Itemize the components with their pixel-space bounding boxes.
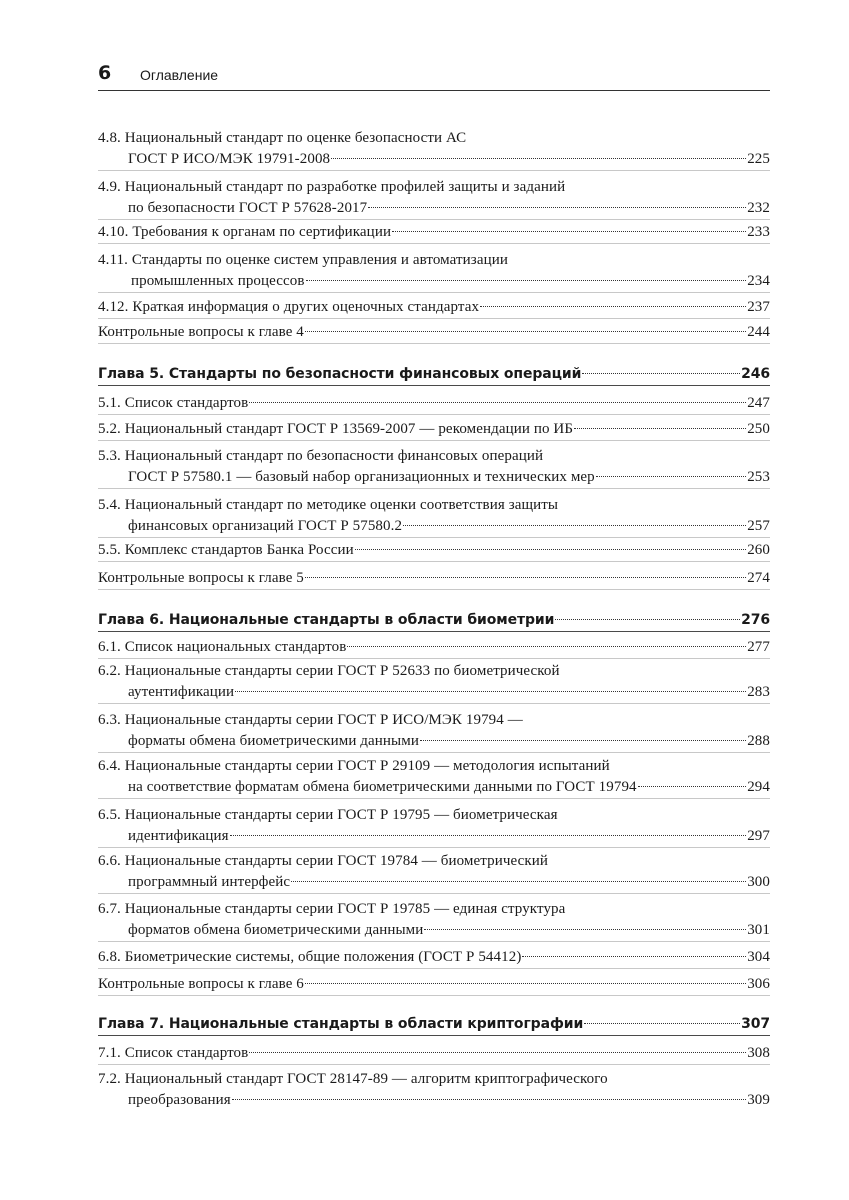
toc-entry-line [98, 710, 770, 731]
toc-entry-number: 7.2. [98, 1071, 121, 1087]
toc-entry-title: программный интерфейс [128, 874, 291, 890]
dot-leader [232, 1099, 746, 1100]
dot-leader [403, 525, 746, 526]
toc-page-number: 250 [747, 421, 770, 437]
toc-entry-title: Краткая информация о других оценочных стандартах [132, 299, 480, 315]
toc-entry[interactable] [98, 851, 770, 894]
dot-leader [305, 331, 746, 332]
toc-entry[interactable] [98, 250, 770, 293]
toc-entry-line [98, 177, 770, 198]
toc-entry-number: 4.11. [98, 252, 128, 268]
toc-entry-number: 6.6. [98, 853, 121, 869]
toc-entry[interactable] [98, 322, 770, 344]
toc-chapter-entry[interactable] [98, 364, 770, 386]
toc-page-number: 308 [747, 1045, 770, 1061]
toc-entry[interactable] [98, 297, 770, 319]
toc-page-number: 246 [741, 366, 770, 382]
toc-entry-number: 5.4. [98, 497, 121, 513]
toc-entry-title: ГОСТ Р 57580.1 — базовый набор организационных и технических мер [128, 469, 595, 485]
toc-entry-title: Глава 7. Национальные стандарты в области криптографии [98, 1016, 584, 1032]
toc-entry[interactable] [98, 1069, 770, 1111]
toc-entry-title: ГОСТ Р ИСО/МЭК 19791-2008 [128, 151, 331, 167]
dot-leader [249, 402, 746, 403]
dot-leader [305, 577, 746, 578]
toc-entry-line [98, 128, 770, 149]
dot-leader [331, 158, 746, 159]
toc-entry-number: 4.9. [98, 179, 121, 195]
toc-page-number: 297 [747, 828, 770, 844]
toc-entry-title: Национальные стандарты серии ГОСТ Р 19795 — биометрическая [124, 807, 558, 823]
toc-entry-line [98, 271, 770, 292]
toc-entry-number: 4.12. [98, 299, 129, 315]
dot-leader [230, 835, 747, 836]
toc-entry-title: Национальные стандарты серии ГОСТ Р 29109 — методология испытаний [124, 758, 610, 774]
toc-entry[interactable] [98, 568, 770, 590]
toc-entry-title: финансовых организаций ГОСТ Р 57580.2 [128, 518, 403, 534]
toc-entry-title: промышленных процессов [131, 273, 305, 289]
toc-entry-number: 6.1. [98, 639, 121, 655]
toc-page-number: 244 [747, 324, 770, 340]
toc-entry-line [98, 1090, 770, 1111]
page-number: 6 [98, 62, 112, 84]
dot-leader [355, 549, 746, 550]
toc-page-number: 232 [747, 200, 770, 216]
toc-entry-line [98, 250, 770, 271]
toc-entry-title: Контрольные вопросы к главе 6 [98, 976, 304, 992]
toc-page-number: 283 [747, 684, 770, 700]
toc-entry[interactable] [98, 177, 770, 220]
toc-entry-number: 4.8. [98, 130, 121, 146]
toc-entry[interactable] [98, 1043, 770, 1065]
toc-entry-line [98, 899, 770, 920]
toc-page-number: 288 [747, 733, 770, 749]
dot-leader [424, 929, 746, 930]
toc-entry-title: Контрольные вопросы к главе 5 [98, 570, 304, 586]
toc-entry-line [98, 974, 770, 995]
toc-entry-line [98, 222, 770, 243]
toc-page-number: 260 [747, 542, 770, 558]
toc-entry[interactable] [98, 446, 770, 489]
dot-leader [596, 476, 746, 477]
dot-leader [305, 983, 746, 984]
toc-entry-line [98, 568, 770, 589]
toc-page-number: 294 [747, 779, 770, 795]
toc-entry-number: 5.1. [98, 395, 121, 411]
toc-entry[interactable] [98, 805, 770, 848]
toc-entry[interactable] [98, 756, 770, 799]
toc-chapter-entry[interactable] [98, 1014, 770, 1036]
toc-entry-line [98, 1043, 770, 1064]
toc-entry[interactable] [98, 540, 770, 562]
toc-entry-line [98, 446, 770, 467]
toc-entry-line [98, 1069, 770, 1090]
toc-page-number: 277 [747, 639, 770, 655]
toc-entry-title: Список стандартов [124, 1045, 249, 1061]
toc-entry[interactable] [98, 419, 770, 441]
toc-entry-line [98, 516, 770, 537]
toc-entry-title: Контрольные вопросы к главе 4 [98, 324, 304, 340]
toc-entry-number: 6.5. [98, 807, 121, 823]
toc-entry-line [98, 540, 770, 561]
toc-entry-number: 5.5. [98, 542, 121, 558]
dot-leader [347, 646, 746, 647]
dot-leader [638, 786, 747, 787]
dot-leader [522, 956, 746, 957]
toc-entry[interactable] [98, 222, 770, 244]
toc-entry[interactable] [98, 128, 770, 171]
toc-entry-title: Биометрические системы, общие положения (ГОСТ Р 54412) [124, 949, 522, 965]
toc-page-number: 257 [747, 518, 770, 534]
toc-entry[interactable] [98, 710, 770, 753]
toc-entry-number: 6.3. [98, 712, 121, 728]
toc-entry-line [98, 872, 770, 893]
toc-entry-number: 6.7. [98, 901, 121, 917]
toc-entry-line [98, 947, 770, 968]
toc-entry-line [98, 467, 770, 488]
toc-page-number: 274 [747, 570, 770, 586]
toc-entry-title: Национальный стандарт ГОСТ 28147-89 — алгоритм криптографического [124, 1071, 608, 1087]
toc-entry-title: по безопасности ГОСТ Р 57628-2017 [128, 200, 368, 216]
toc-entry-title: идентификация [128, 828, 229, 844]
toc-entry-line [98, 198, 770, 219]
toc-entry-line [98, 1014, 770, 1035]
section-title: Оглавление [140, 67, 219, 83]
toc-entry-line [98, 805, 770, 826]
toc-entry-line [98, 661, 770, 682]
toc-entry-line [98, 495, 770, 516]
toc-page-number: 307 [741, 1016, 770, 1032]
toc-chapter-entry[interactable] [98, 610, 770, 632]
toc-entry[interactable] [98, 637, 770, 659]
toc-page-number: 225 [747, 151, 770, 167]
toc-entry-line [98, 364, 770, 385]
dot-leader [368, 207, 746, 208]
toc-entry-title: преобразования [128, 1092, 231, 1108]
toc-entry-title: Национальный стандарт по безопасности финансовых операций [124, 448, 544, 464]
toc-entry[interactable] [98, 661, 770, 704]
dot-leader [306, 280, 747, 281]
toc-page-number: 233 [747, 224, 770, 240]
toc-entry-line [98, 419, 770, 440]
toc-page-number: 247 [747, 395, 770, 411]
toc-entry[interactable] [98, 495, 770, 538]
toc-entry-number: 4.10. [98, 224, 129, 240]
toc-entry-line [98, 777, 770, 798]
toc-entry-line [98, 756, 770, 777]
toc-entry-title: Национальный стандарт по разработке профилей защиты и заданий [124, 179, 566, 195]
dot-leader [584, 1023, 740, 1024]
toc-page-number: 301 [747, 922, 770, 938]
dot-leader [574, 428, 746, 429]
toc-entry-title: Национальный стандарт по оценке безопасности АС [124, 130, 467, 146]
toc-entry-line [98, 322, 770, 343]
toc-entry-line [98, 610, 770, 631]
toc-entry-line [98, 393, 770, 414]
toc-entry-title: форматов обмена биометрическими данными [128, 922, 424, 938]
toc-entry-line [98, 731, 770, 752]
toc-entry-title: Комплекс стандартов Банка России [124, 542, 354, 558]
toc-entry-title: аутентификации [128, 684, 235, 700]
dot-leader [555, 619, 740, 620]
toc-entry-title: Глава 6. Национальные стандарты в области биометрии [98, 612, 555, 628]
toc-entry-line [98, 297, 770, 318]
dot-leader [582, 373, 740, 374]
toc-entry[interactable] [98, 393, 770, 415]
toc-entry-number: 7.1. [98, 1045, 121, 1061]
toc-page-number: 253 [747, 469, 770, 485]
toc-page-number: 234 [747, 273, 770, 289]
toc-page-number: 300 [747, 874, 770, 890]
toc-entry-line [98, 851, 770, 872]
dot-leader [249, 1052, 746, 1053]
toc-entry-number: 5.2. [98, 421, 121, 437]
toc-entry-number: 5.3. [98, 448, 121, 464]
toc-entry-line [98, 682, 770, 703]
toc-entry-title: Национальные стандарты серии ГОСТ Р 19785 — единая структура [124, 901, 566, 917]
dot-leader [235, 691, 746, 692]
toc-entry-title: Национальный стандарт ГОСТ Р 13569-2007 — рекомендации по ИБ [124, 421, 574, 437]
toc-entry-title: Национальные стандарты серии ГОСТ Р ИСО/МЭК 19794 — [124, 712, 523, 728]
toc-entry-title: Национальные стандарты серии ГОСТ Р 52633 по биометрической [124, 663, 560, 679]
toc-entry-line [98, 920, 770, 941]
dot-leader [291, 881, 746, 882]
toc-entry-number: 6.4. [98, 758, 121, 774]
toc-entry-line [98, 826, 770, 847]
toc-page-number: 309 [747, 1092, 770, 1108]
dot-leader [480, 306, 746, 307]
toc-entry[interactable] [98, 974, 770, 996]
toc-entry-title: Стандарты по оценке систем управления и автоматизации [131, 252, 508, 268]
toc-page-number: 304 [747, 949, 770, 965]
toc-entry-title: форматы обмена биометрическими данными [128, 733, 419, 749]
toc-entry-title: Список национальных стандартов [124, 639, 347, 655]
toc-entry-title: Национальные стандарты серии ГОСТ 19784 — биометрический [124, 853, 549, 869]
toc-entry-title: на соответствие форматам обмена биометрическими данными по ГОСТ 19794 [128, 779, 637, 795]
toc-page-number: 237 [747, 299, 770, 315]
toc-entry-line [98, 149, 770, 170]
toc-entry[interactable] [98, 947, 770, 969]
toc-page-number: 306 [747, 976, 770, 992]
dot-leader [392, 231, 746, 232]
toc-entry-title: Требования к органам по сертификации [132, 224, 392, 240]
toc-entry-title: Глава 5. Стандарты по безопасности финансовых операций [98, 366, 582, 382]
toc-entry-title: Список стандартов [124, 395, 249, 411]
toc-entry[interactable] [98, 899, 770, 942]
dot-leader [420, 740, 746, 741]
toc-entry-number: 6.8. [98, 949, 121, 965]
toc-entry-number: 6.2. [98, 663, 121, 679]
toc-entry-title: Национальный стандарт по методике оценки соответствия защиты [124, 497, 559, 513]
toc-entry-line [98, 637, 770, 658]
toc-page-number: 276 [741, 612, 770, 628]
